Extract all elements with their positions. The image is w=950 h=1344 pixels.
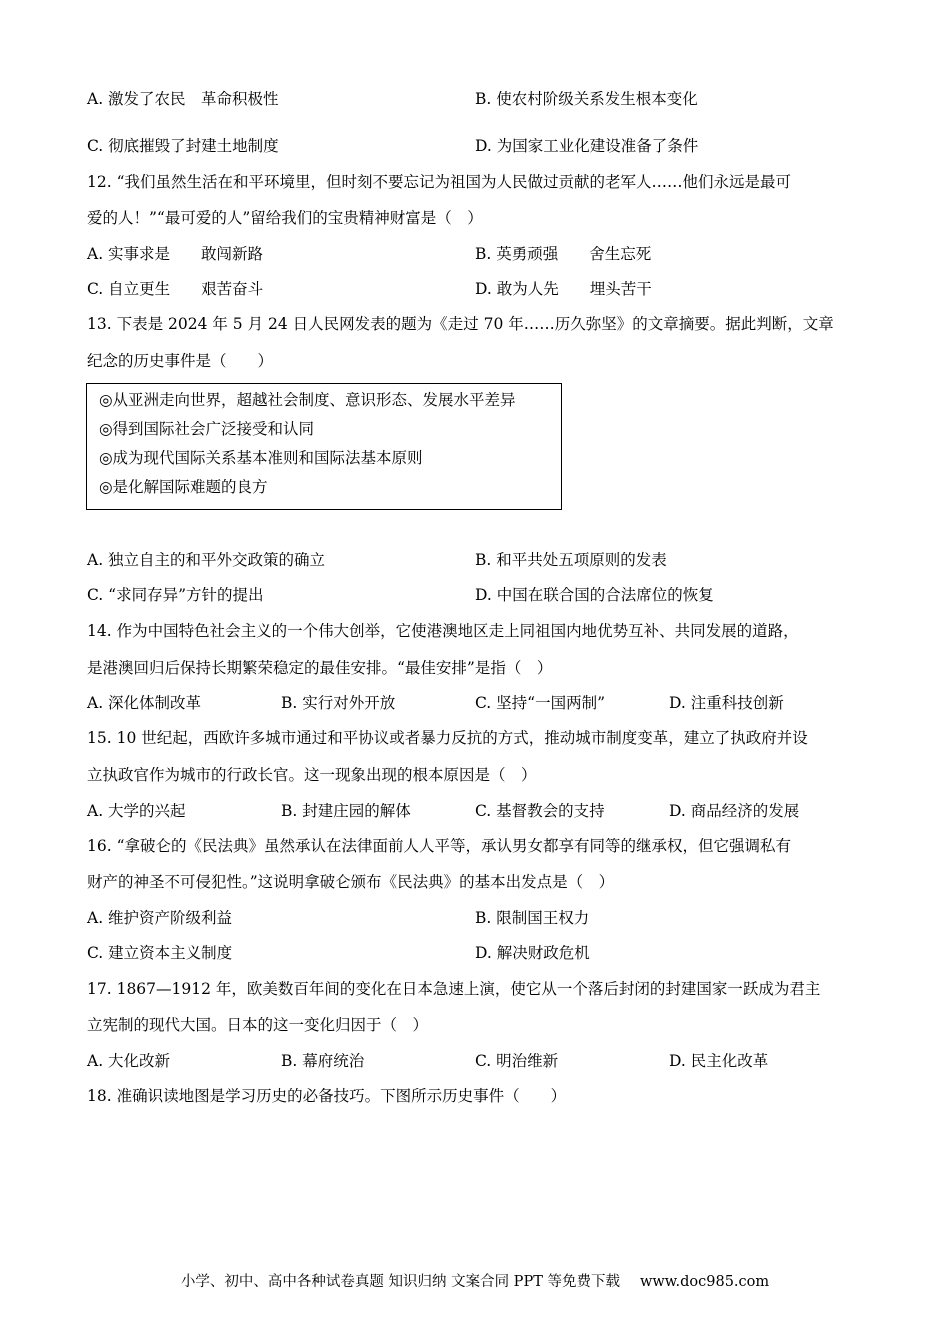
q13-box-line2: ◎得到国际社会广泛接受和认同 [99,420,315,438]
q14-option-d: D. 注重科技创新 [669,694,784,712]
q17-option-c: C. 明治维新 [475,1052,559,1070]
q12-option-d: D. 敢为人先 埋头苦干 [475,280,652,298]
q13-summary-box [86,383,562,510]
q17-stem-line2: 立宪制的现代大国。日本的这一变化归因于（ ） [87,1016,429,1034]
q11-option-c: C. 彻底摧毁了封建土地制度 [87,137,279,155]
q11-option-d: D. 为国家工业化建设准备了条件 [475,137,699,155]
footer-text: 小学、初中、高中各种试卷真题 知识归纳 文案合同 PPT 等免费下载 [180,1274,620,1290]
q13-option-d: D. 中国在联合国的合法席位的恢复 [475,586,714,604]
q14-stem-line1: 14. 作为中国特色社会主义的一个伟大创举，它使港澳地区走上同祖国内地优势互补、共同发展的道路， [87,622,799,640]
q16-option-c: C. 建立资本主义制度 [87,944,233,962]
q13-box-line3: ◎成为现代国际关系基本准则和国际法基本原则 [99,449,423,467]
q12-option-a: A. 实事求是 敢闯新路 [87,245,264,263]
q15-stem-line2: 立执政官作为城市的行政长官。这一现象出现的根本原因是（ ） [87,766,537,784]
q15-stem-line1: 15. 10 世纪起，西欧许多城市通过和平协议或者暴力反抗的方式，推动城市制度变革，建立了执政府并设 [87,729,808,747]
q12-stem-line1: 12. “我们虽然生活在和平环境里，但时刻不要忘记为祖国为人民做过贡献的老军人……他们永远是最可 [87,173,792,191]
q13-box-line1: ◎从亚洲走向世界，超越社会制度、意识形态、发展水平差异 [99,391,516,409]
q11-option-a: A. 激发了农民 革命积极性 [87,90,279,108]
q16-option-a: A. 维护资产阶级利益 [87,909,233,927]
q15-option-c: C. 基督教会的支持 [475,802,605,820]
q12-option-b: B. 英勇顽强 舍生忘死 [475,245,652,263]
footer-site-link[interactable]: www.doc985.com [639,1274,770,1290]
q14-option-c: C. 坚持“一国两制” [475,694,606,712]
q15-option-b: B. 封建庄园的解体 [281,802,411,820]
q13-option-b: B. 和平共处五项原则的发表 [475,551,667,569]
q13-option-a: A. 独立自主的和平外交政策的确立 [87,551,326,569]
q17-option-b: B. 幕府统治 [281,1052,365,1070]
q13-stem-line2: 纪念的历史事件是（ ） [87,352,274,370]
q13-option-c: C. “求同存异”方针的提出 [87,586,264,604]
q17-option-d: D. 民主化改革 [669,1052,769,1070]
q13-box-line4: ◎是化解国际难题的良方 [99,478,268,496]
q12-stem-line2: 爱的人！”“最可爱的人”留给我们的宝贵精神财富是（ ） [87,209,483,227]
q14-option-a: A. 深化体制改革 [87,694,202,712]
q14-option-b: B. 实行对外开放 [281,694,396,712]
q14-stem-line2: 是港澳回归后保持长期繁荣稳定的最佳安排。“最佳安排”是指（ ） [87,659,553,677]
q16-option-d: D. 解决财政危机 [475,944,590,962]
q18-stem-line1: 18. 准确识读地图是学习历史的必备技巧。下图所示历史事件（ ） [87,1087,567,1105]
q16-stem-line1: 16. “拿破仑的《民法典》虽然承认在法律面前人人平等，承认男女都享有同等的继承权，但它强调私有 [87,837,792,855]
q15-option-a: A. 大学的兴起 [87,802,186,820]
q16-option-b: B. 限制国王权力 [475,909,590,927]
q15-option-d: D. 商品经济的发展 [669,802,800,820]
page-footer [0,1270,950,1291]
q12-option-c: C. 自立更生 艰苦奋斗 [87,280,264,298]
q17-option-a: A. 大化改新 [87,1052,171,1070]
q11-option-b: B. 使农村阶级关系发生根本变化 [475,90,698,108]
q13-stem-line1: 13. 下表是 2024 年 5 月 24 日人民网发表的题为《走过 70 年……历久弥坚》的文章摘要。据此判断，文章 [87,315,834,333]
q17-stem-line1: 17. 1867—1912 年，欧美数百年间的变化在日本急速上演，使它从一个落后封闭的封建国家一跃成为君主 [87,980,821,998]
q16-stem-line2: 财产的神圣不可侵犯性。”这说明拿破仑颁布《民法典》的基本出发点是（ ） [87,873,615,891]
